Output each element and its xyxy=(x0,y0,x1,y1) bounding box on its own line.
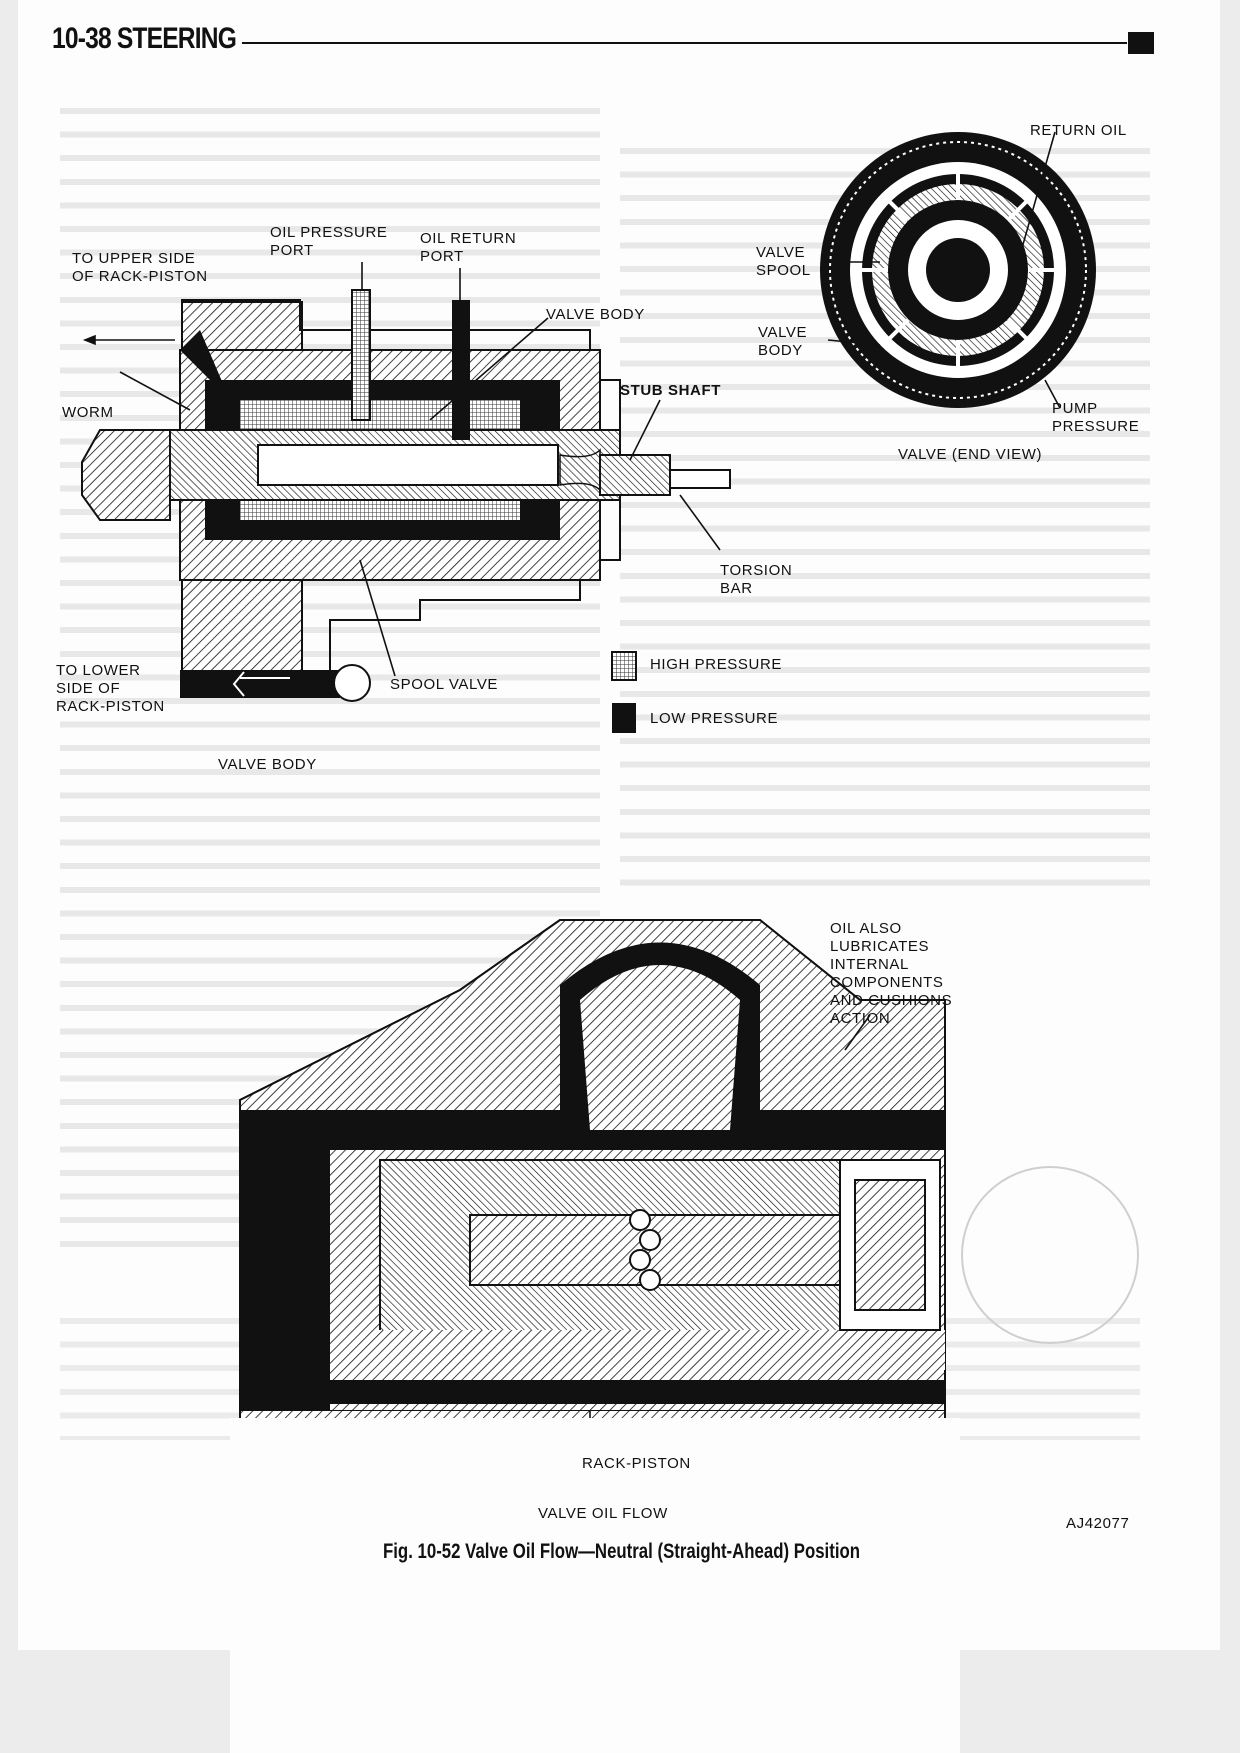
rotary-valve-cross-section xyxy=(82,290,730,701)
legend-high-label: HIGH PRESSURE xyxy=(650,656,782,673)
legend-low-label: LOW PRESSURE xyxy=(650,710,779,727)
label-to-lower-side: TO LOWER SIDE OF RACK-PISTON xyxy=(56,662,165,715)
figure-id: AJ42077 xyxy=(1066,1515,1130,1532)
figure-title: VALVE OIL FLOW xyxy=(538,1505,668,1522)
label-valve-body-top: VALVE BODY xyxy=(546,306,645,323)
label-to-upper-side: TO UPPER SIDE OF RACK-PISTON xyxy=(72,250,208,285)
label-valve-end-view: VALVE (END VIEW) xyxy=(898,446,1043,463)
page-header: 10-38 STEERING xyxy=(52,22,237,55)
bleed-through-diagram xyxy=(962,1167,1138,1343)
label-valve-body-end: VALVE BODY xyxy=(758,324,808,359)
legend-low-swatch xyxy=(612,703,636,733)
label-oil-return-port: OIL RETURN PORT xyxy=(420,230,517,265)
label-stub-shaft: STUB SHAFT xyxy=(620,382,721,399)
label-torsion-bar: TORSION BAR xyxy=(720,562,793,597)
figure-caption: Fig. 10-52 Valve Oil Flow—Neutral (Straight-Ahead) Position xyxy=(383,1540,861,1563)
label-pump-pressure: PUMP PRESSURE xyxy=(1052,400,1140,435)
label-worm: WORM xyxy=(62,404,114,421)
label-valve-body-bottom: VALVE BODY xyxy=(218,756,317,773)
label-return-oil: RETURN OIL xyxy=(1030,122,1127,139)
valve-end-view xyxy=(820,132,1096,408)
label-valve-spool: VALVE SPOOL xyxy=(756,244,811,279)
label-oil-also-lubricates: OIL ALSO LUBRICATES INTERNAL COMPONENTS AND CUSHIONS ACTION xyxy=(830,920,953,1027)
label-spool-valve: SPOOL VALVE xyxy=(390,676,499,693)
label-rack-piston: RACK-PISTON xyxy=(582,1455,691,1472)
legend-high-swatch xyxy=(612,652,636,680)
label-oil-pressure-port: OIL PRESSURE PORT xyxy=(270,224,388,259)
